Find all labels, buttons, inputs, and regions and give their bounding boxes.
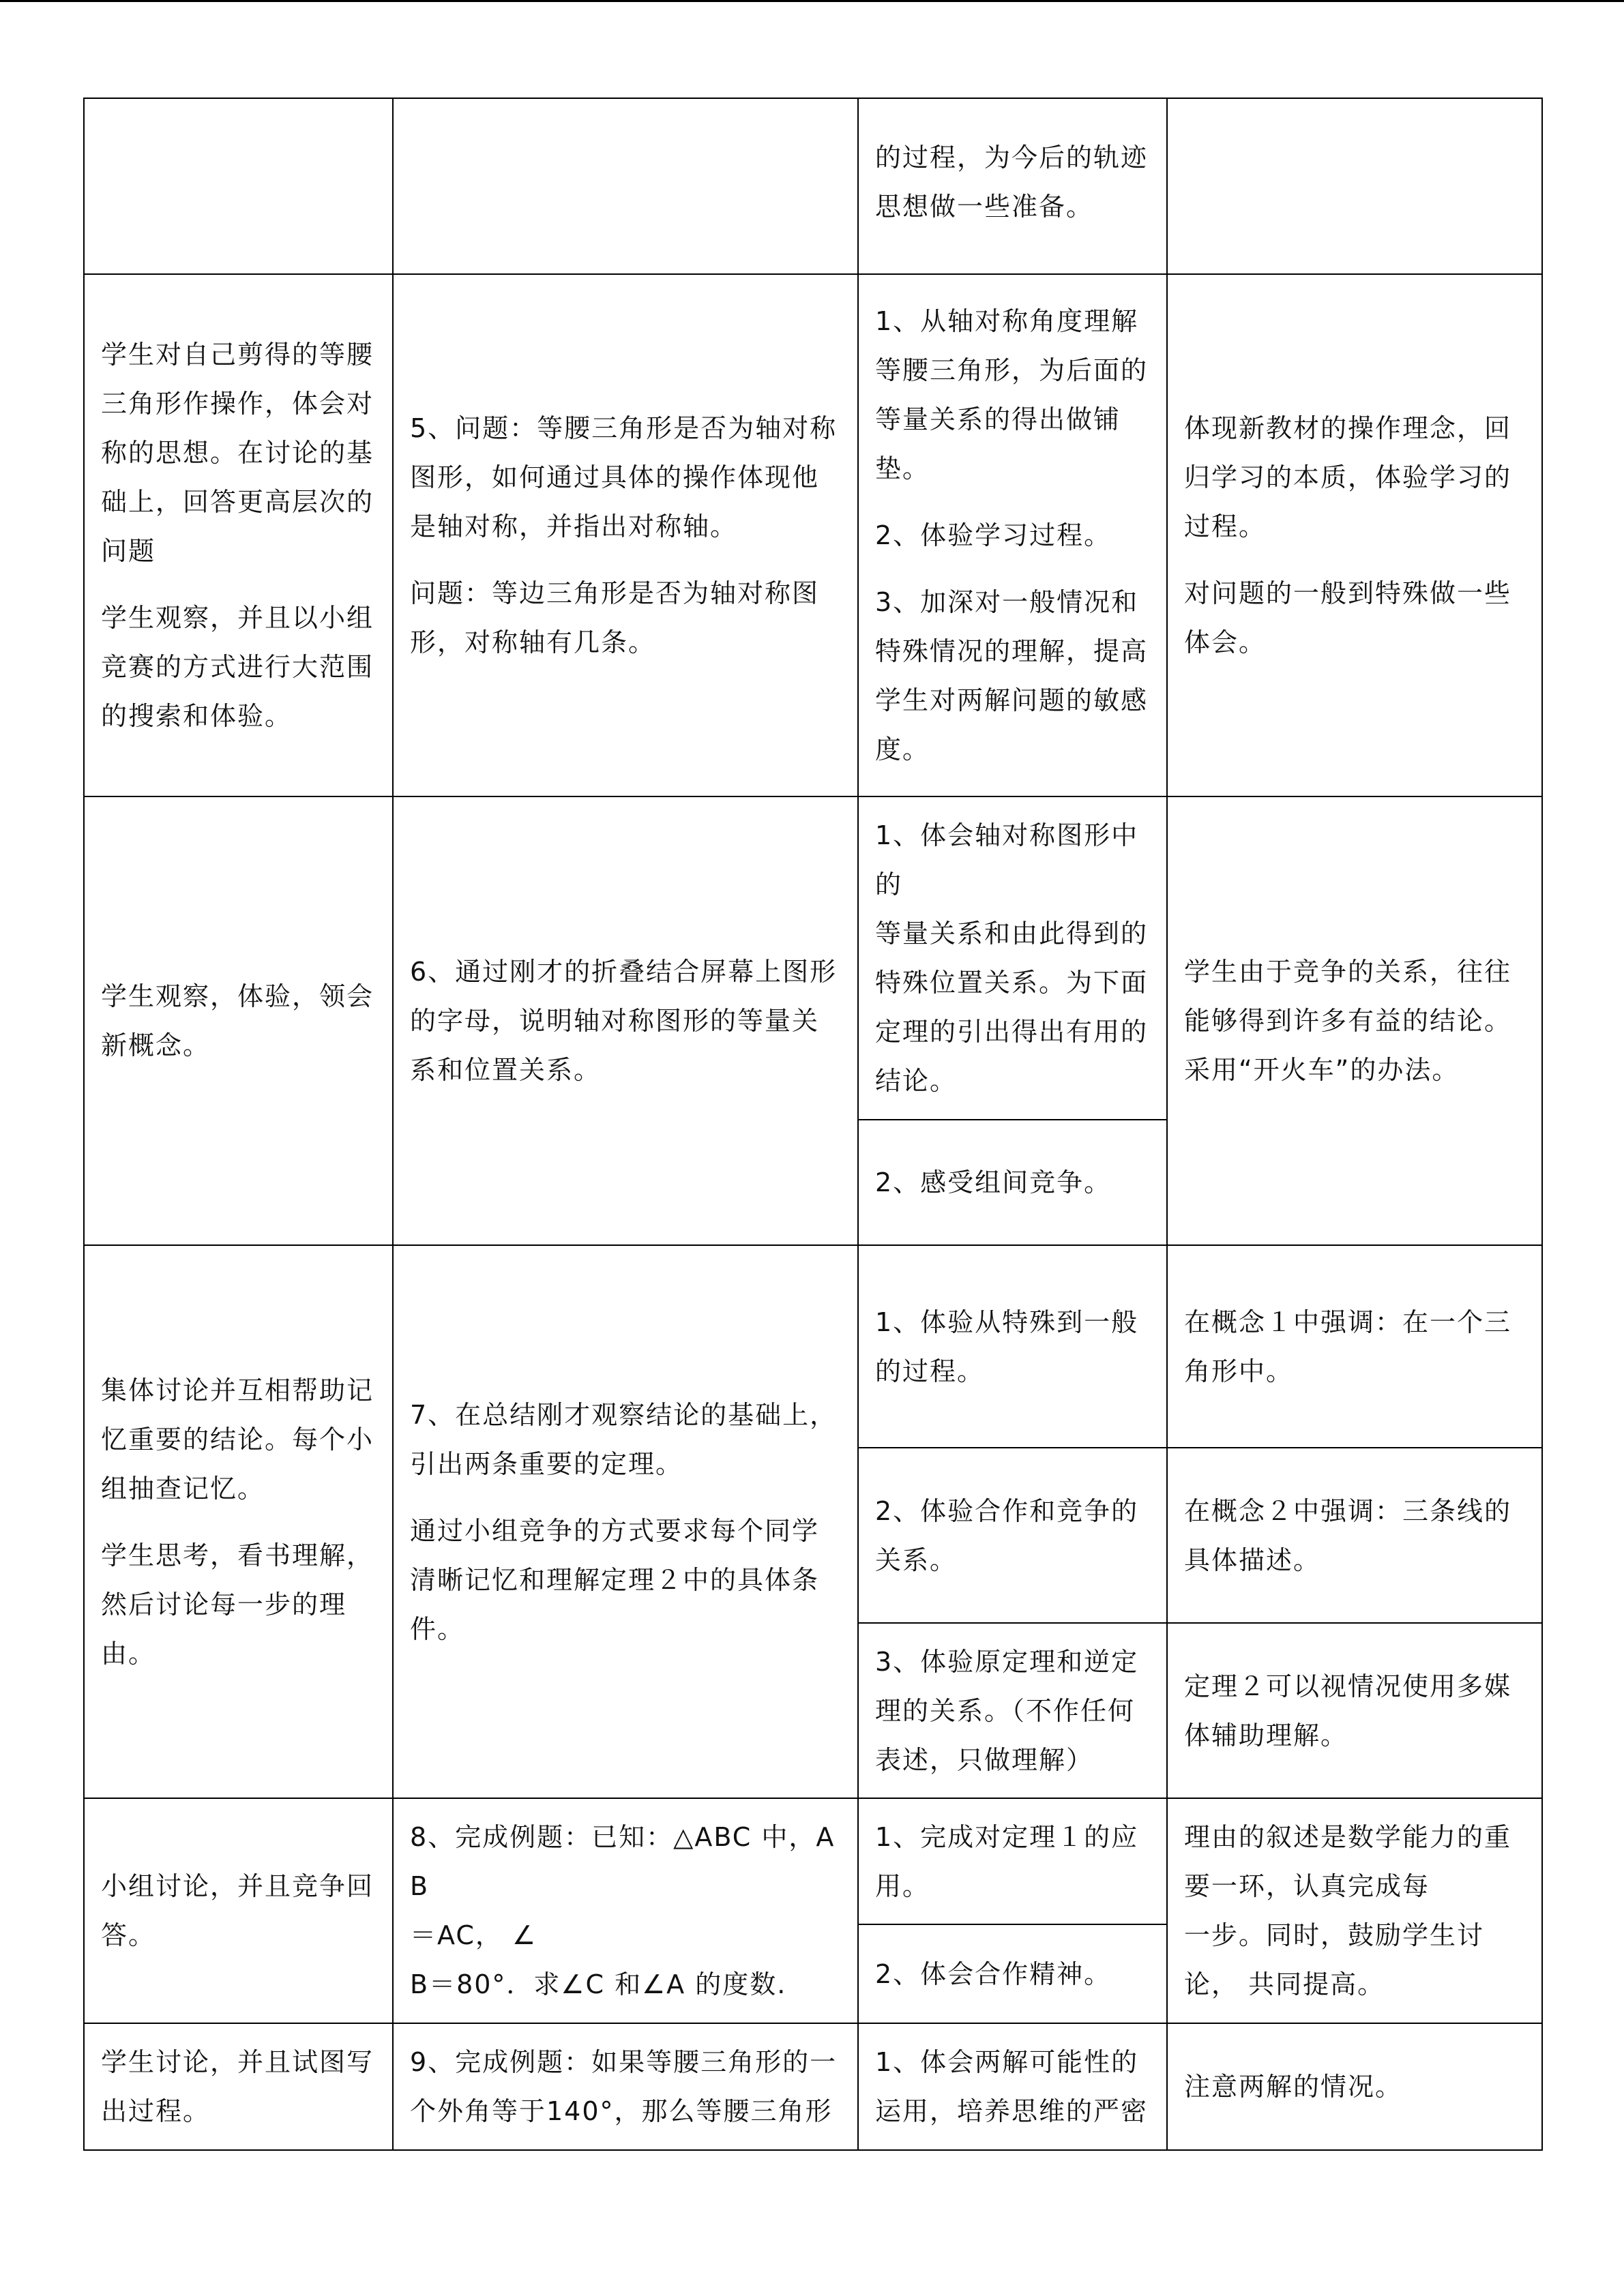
cell-text-line: 件。: [410, 1613, 465, 1644]
cell-text-line: 忆重要的结论。每个小: [101, 1424, 374, 1455]
cell-text-line: ＝AC， ∠: [410, 1920, 537, 1950]
cell-text-line: 对问题的一般到特殊做一些: [1184, 578, 1512, 608]
cell-text-line: 定理的引出得出有用的: [875, 1017, 1149, 1047]
cell-text-line: 8、完成例题：已知：△ABC 中，AB: [410, 1822, 836, 1901]
cell-paragraph: [410, 1813, 841, 2009]
notes-cell: [1167, 1623, 1542, 1798]
student-activity-cell: [84, 274, 393, 796]
cell-text-line: 特殊情况的理解，提高: [875, 636, 1149, 666]
cell-text-line: 理由的叙述是数学能力的重: [1184, 1822, 1512, 1852]
notes-cell: [1167, 1798, 1542, 2023]
cell-text-line: 学生观察，体验，领会: [101, 981, 374, 1011]
cell-text-line: 个外角等于140°，那么等腰三角形: [410, 2096, 833, 2126]
cell-paragraph: [875, 1637, 1150, 1785]
cell-paragraph: [101, 1862, 376, 1960]
cell-text-line: 问题: [101, 536, 156, 566]
cell-text-line: 过程。: [1184, 511, 1267, 541]
cell-text-line: 称的思想。在讨论的基: [101, 438, 374, 468]
cell-text-line: 在概念１中强调：在一个三: [1184, 1307, 1512, 1337]
cell-text-line: 采用“开火车”的办法。: [1184, 1055, 1460, 1085]
cell-text-line: 论， 共同提高。: [1184, 1969, 1385, 1999]
cell-text-line: 通过小组竞争的方式要求每个同学: [410, 1515, 820, 1546]
design-intent-cell: [858, 2023, 1167, 2150]
cell-paragraph: [410, 569, 841, 667]
cell-text-line: 的搜索和体验。: [101, 701, 293, 731]
cell-text-line: 表述，只做理解）: [875, 1744, 1094, 1775]
cell-text-line: 问题：等边三角形是否为轴对称图: [410, 578, 820, 608]
cell-text-line: 础上，回答更高层次的: [101, 487, 374, 517]
cell-text-line: 垫。: [875, 453, 930, 483]
cell-text-line: 三角形作操作，体会对: [101, 389, 374, 419]
design-intent-cell: [858, 1120, 1167, 1245]
cell-paragraph: [410, 947, 841, 1094]
cell-text-line: 1、从轴对称角度理解: [875, 306, 1139, 336]
cell-text-line: B＝80°．求∠C 和∠A 的度数.: [410, 1969, 787, 1999]
page-top-border: [0, 0, 1624, 2]
cell-text-line: 1、体验从特殊到一般: [875, 1307, 1139, 1337]
cell-paragraph: [875, 1813, 1150, 1911]
cell-text-line: 出过程。: [101, 2096, 211, 2126]
cell-text-line: 图形，如何通过具体的操作体现他: [410, 462, 820, 492]
cell-paragraph: [101, 1366, 376, 1513]
cell-paragraph: [101, 2038, 376, 2136]
notes-cell: [1167, 1245, 1542, 1448]
cell-text-line: 的过程。: [875, 1356, 985, 1386]
notes-cell: [1167, 796, 1542, 1245]
cell-text-line: 体辅助理解。: [1184, 1720, 1348, 1750]
cell-text-line: 形，对称轴有几条。: [410, 627, 656, 657]
cell-text-line: 注意两解的情况。: [1184, 2072, 1403, 2102]
design-intent-cell: [858, 1798, 1167, 1924]
cell-text-line: 2、体验合作和竞争的: [875, 1495, 1139, 1526]
cell-paragraph: [1184, 1487, 1525, 1585]
lesson-plan-table: [83, 98, 1543, 2151]
cell-text-line: 1、完成对定理１的应: [875, 1821, 1139, 1852]
cell-text-line: 度。: [875, 734, 930, 764]
cell-paragraph: [875, 1158, 1150, 1207]
notes-cell: [1167, 2023, 1542, 2150]
cell-paragraph: [101, 593, 376, 741]
cell-paragraph: [875, 578, 1150, 774]
notes-cell: [1167, 98, 1542, 274]
cell-paragraph: [1184, 1813, 1525, 2009]
cell-text-line: 定理２可以视情况使用多媒: [1184, 1671, 1512, 1701]
cell-text-line: 的过程，为今后的轨迹: [875, 143, 1149, 173]
cell-text-line: 等量关系和由此得到的: [875, 919, 1149, 949]
cell-text-line: 小组讨论，并且竞争回: [101, 1871, 374, 1901]
teacher-activity-cell: [393, 98, 858, 274]
cell-paragraph: [875, 2038, 1150, 2136]
cell-text-line: 归学习的本质，体验学习的: [1184, 462, 1512, 492]
cell-paragraph: [1184, 569, 1525, 667]
cell-paragraph: [410, 1390, 841, 1489]
cell-text-line: 的: [875, 869, 903, 899]
cell-text-line: 1、体会两解可能性的: [875, 2047, 1139, 2077]
cell-paragraph: [410, 404, 841, 551]
cell-text-line: 体现新教材的操作理念，回: [1184, 413, 1512, 443]
cell-paragraph: [1184, 947, 1525, 1094]
cell-text-line: 体会。: [1184, 627, 1267, 657]
design-intent-cell: [858, 1448, 1167, 1623]
cell-paragraph: [875, 1950, 1150, 1999]
cell-text-line: 运用，培养思维的严密: [875, 2096, 1149, 2126]
teacher-activity-cell: [393, 1798, 858, 2023]
cell-text-line: 清晰记忆和理解定理２中的具体条: [410, 1564, 820, 1595]
cell-text-line: 特殊位置关系。为下面: [875, 968, 1149, 998]
cell-paragraph: [1184, 1298, 1525, 1396]
cell-text-line: 然后讨论每一步的理: [101, 1589, 347, 1620]
cell-text-line: 要一环，认真完成每: [1184, 1871, 1430, 1901]
cell-paragraph: [101, 1531, 376, 1678]
cell-text-line: 角形中。: [1184, 1356, 1294, 1386]
cell-text-line: 是轴对称，并指出对称轴。: [410, 511, 738, 541]
cell-text-line: 学生观察，并且以小组: [101, 603, 374, 633]
student-activity-cell: [84, 2023, 393, 2150]
cell-paragraph: [875, 1487, 1150, 1585]
table-row: [84, 2023, 1542, 2150]
cell-text-line: 答。: [101, 1920, 156, 1950]
cell-text-line: 7、在总结刚才观察结论的基础上，: [410, 1399, 838, 1430]
cell-text-line: 思想做一些准备。: [875, 192, 1094, 222]
cell-text-line: 学生对两解问题的敏感: [875, 685, 1149, 715]
cell-paragraph: [101, 330, 376, 576]
cell-paragraph: [101, 972, 376, 1070]
cell-text-line: 能够得到许多有益的结论。: [1184, 1006, 1512, 1036]
cell-text-line: 结论。: [875, 1066, 958, 1096]
cell-text-line: 一步。同时，鼓励学生讨: [1184, 1920, 1485, 1950]
table-row: [84, 1798, 1542, 1924]
cell-paragraph: [875, 297, 1150, 493]
cell-text-line: 引出两条重要的定理。: [410, 1448, 683, 1479]
design-intent-cell: [858, 274, 1167, 796]
cell-text-line: 的字母，说明轴对称图形的等量关: [410, 1006, 820, 1036]
cell-text-line: 9、完成例题：如果等腰三角形的一: [410, 2047, 838, 2077]
table-row: [84, 796, 1542, 1120]
cell-text-line: 2、感受组间竞争。: [875, 1167, 1112, 1197]
cell-text-line: 理的关系。（不作任何: [875, 1695, 1136, 1726]
cell-text-line: 新概念。: [101, 1030, 211, 1060]
table-row: [84, 274, 1542, 796]
design-intent-cell: [858, 1623, 1167, 1798]
cell-text-line: 竞赛的方式进行大范围: [101, 652, 374, 682]
cell-text-line: 3、体验原定理和逆定: [875, 1646, 1139, 1677]
student-activity-cell: [84, 796, 393, 1245]
cell-text-line: 1、体会轴对称图形中: [875, 820, 1139, 850]
cell-text-line: 等量关系的得出做铺: [875, 404, 1121, 434]
cell-text-line: 组抽查记忆。: [101, 1473, 265, 1504]
design-intent-cell: [858, 1924, 1167, 2023]
cell-text-line: 学生思考，看书理解，: [101, 1540, 374, 1570]
teacher-activity-cell: [393, 796, 858, 1245]
design-intent-cell: [858, 98, 1167, 274]
cell-text-line: 学生对自己剪得的等腰: [101, 340, 374, 370]
cell-text-line: 学生讨论，并且试图写: [101, 2047, 374, 2077]
student-activity-cell: [84, 1798, 393, 2023]
cell-text-line: 2、体验学习过程。: [875, 520, 1112, 550]
cell-paragraph: [1184, 404, 1525, 551]
teacher-activity-cell: [393, 1245, 858, 1798]
cell-text-line: 学生由于竞争的关系，往往: [1184, 957, 1512, 987]
cell-text-line: 5、问题：等腰三角形是否为轴对称: [410, 413, 838, 443]
design-intent-cell: [858, 796, 1167, 1120]
cell-paragraph: [410, 1506, 841, 1654]
table-row: [84, 98, 1542, 274]
notes-cell: [1167, 1448, 1542, 1623]
student-activity-cell: [84, 1245, 393, 1798]
cell-text-line: 用。: [875, 1870, 930, 1901]
cell-paragraph: [875, 811, 1150, 1105]
cell-paragraph: [1184, 1662, 1525, 1760]
design-intent-cell: [858, 1245, 1167, 1448]
cell-text-line: 集体讨论并互相帮助记: [101, 1375, 374, 1405]
cell-text-line: 由。: [101, 1638, 156, 1669]
cell-text-line: 等腰三角形，为后面的: [875, 355, 1149, 385]
cell-text-line: 2、体会合作精神。: [875, 1958, 1112, 1989]
cell-text-line: 6、通过刚才的折叠结合屏幕上图形: [410, 957, 838, 987]
cell-paragraph: [410, 2038, 841, 2136]
cell-text-line: 系和位置关系。: [410, 1055, 602, 1085]
student-activity-cell: [84, 98, 393, 274]
cell-text-line: 关系。: [875, 1545, 958, 1575]
cell-paragraph: [875, 511, 1150, 560]
cell-paragraph: [875, 133, 1150, 231]
notes-cell: [1167, 274, 1542, 796]
cell-text-line: 3、加深对一般情况和: [875, 587, 1139, 617]
teacher-activity-cell: [393, 2023, 858, 2150]
cell-paragraph: [1184, 2062, 1525, 2111]
cell-paragraph: [875, 1298, 1150, 1396]
teacher-activity-cell: [393, 274, 858, 796]
cell-text-line: 在概念２中强调：三条线的: [1184, 1495, 1512, 1526]
cell-text-line: 具体描述。: [1184, 1545, 1321, 1575]
table-row: [84, 1245, 1542, 1448]
